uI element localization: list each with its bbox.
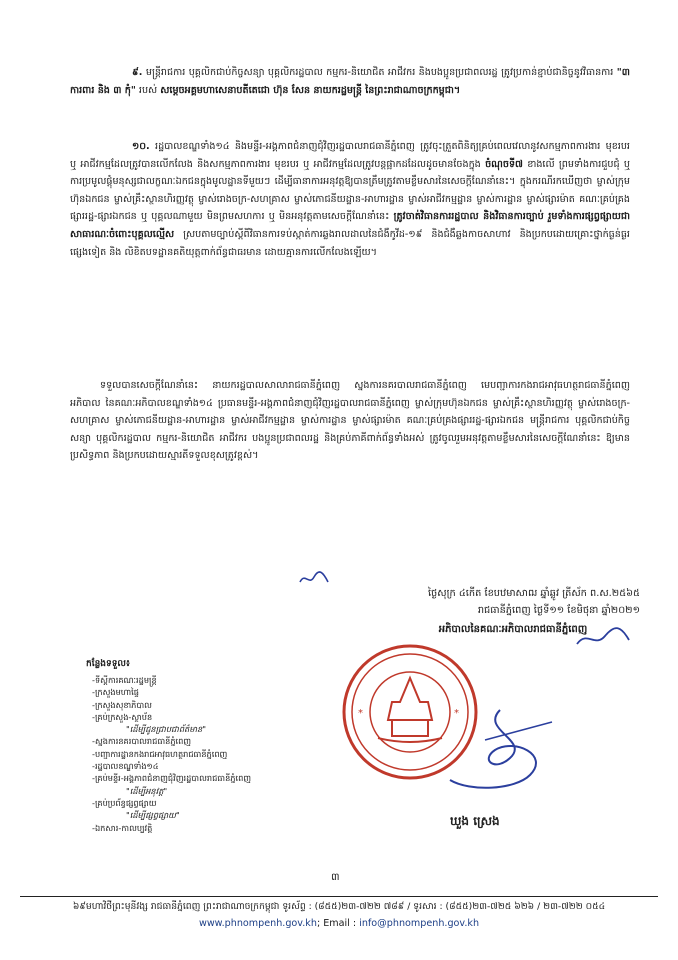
bold-phrase: សម្តេចអគ្គមហាសេនាបតីតេជោ ហ៊ុន សែន នាយករដ្ឋមន្ត្រី នៃព្រះរាជាណាចក្រកម្ពុជា។ bbox=[160, 84, 461, 96]
recipient-note: "ដើម្បីផ្សព្វផ្សាយ" bbox=[126, 810, 180, 821]
footer-address: ៦៩មហាវិថីព្រះមុនីវង្ស រាជធានីភ្នំពេញ ព្រះរាជាណាចក្រកម្ពុជា ទូរស័ព្ទ : (៨៥៥)២៣-៧២២ ៧៨៩ / ទូរសារ : (៨៥៥)២៣-៧២៥ ៦២៦ / ២៣-៧២២ ០៥៤ bbox=[72, 901, 606, 912]
footer-divider bbox=[20, 896, 658, 897]
footer-contact bbox=[20, 918, 658, 929]
bold-phrase: ចំណុចទី៧ bbox=[485, 158, 523, 170]
website-link[interactable]: www.phnompenh.gov.kh bbox=[198, 918, 317, 929]
signer-name: ឃួង ស្រេង bbox=[450, 814, 500, 828]
closing-paragraph: ទទួលបានសេចក្តីណែនាំនេះ នាយករដ្ឋបាលសាលារាជធានីភ្នំពេញ ស្នងការនគរបាលរាជធានីភ្នំពេញ មេបញ្ជាការកងរាជអាវុធហត្ថរាជធានីភ្នំពេញ អភិបាល នៃគណៈអភិបាលខណ្ឌទាំង១៤ ប្រធានមន្ទីរ-អង្គភាពជំនាញជុំវិញរដ្ឋបាលរាជធានីភ្នំពេញ ម្ចាស់ក្រុមហ៊ុនឯកជន ម្ចាស់គ្រឹះស្ថានហិរញ្ញវត្ថុ ម្ចាស់រោងចក្រ-សហគ្រាស ម្ចាស់ភោជនីយដ្ឋាន-អាហារដ្ឋាន ម្ចាស់អាជីវកម្មដ្ឋាន ម្ចាស់ការដ្ឋាន ម្ចាស់ផ្សារម៉ាត គណៈគ្រប់គ្រងផ្សាររដ្ឋ-ផ្សារឯកជន មន្ត្រីរាជការ បុគ្គលិកជាប់កិច្ចសន្យា បុគ្គលិករដ្ឋបាល កម្មករ-និយោជិត អាជីវករ បងប្អូនប្រជាពលរដ្ឋ និងគ្រប់ភាគីពាក់ព័ន្ធទាំងអស់ ត្រូវចូលរួមអនុវត្តតាមខ្លឹមសារនៃសេចក្តីណែនាំនេះ ឱ្យមានប្រសិទ្ធភាព និងប្រកបដោយស្មារតីទទួលខុសត្រូវខ្ពស់។ bbox=[70, 380, 630, 462]
page-number: ៣ bbox=[331, 872, 340, 883]
recipient-note: "ដើម្បីជូនជ្រាបជាព័ត៌មាន" bbox=[126, 724, 206, 735]
recipient-item: -ឯកសារ-កាលប្បវត្តិ bbox=[92, 822, 153, 833]
recipient-item: -ក្រសួងសុខាភិបាល bbox=[92, 699, 152, 710]
bold-phrase: ត្រូវចាត់វិធានការរដ្ឋបាល និងវិធានការច្បាប់ រួមទាំងការផ្សព្វផ្សាយជាសាធារណៈចំពោះបុគ្គលល្មើស bbox=[70, 211, 630, 240]
email-label: ; Email : bbox=[316, 918, 357, 929]
recipient-note: "ដើម្បីអនុវត្ត" bbox=[126, 785, 168, 796]
initial-signature bbox=[573, 622, 633, 652]
paragraph-text: របស់ bbox=[138, 84, 158, 96]
lunar-date: ថ្ងៃសុក្រ ៤កើត ខែបឋមាសាឍ ឆ្នាំឆ្លូវ ត្រីស័ក ព.ស.២៥៦៥ bbox=[427, 588, 640, 599]
recipients-title: កន្លែងទទួល៖ bbox=[86, 659, 130, 669]
paragraph-number: ៩. bbox=[132, 67, 143, 78]
solar-date: រាជធានីភ្នំពេញ ថ្ងៃទី១១ ខែមិថុនា ឆ្នាំ២០២១ bbox=[477, 605, 640, 616]
recipient-item: -ទីស្តីការគណៈរដ្ឋមន្ត្រី bbox=[92, 675, 157, 685]
recipient-item: -បញ្ជាការដ្ឋានកងរាជអាវុធហត្ថរាជធានីភ្នំពេញ bbox=[92, 748, 228, 759]
recipient-item: -គ្រប់ប្រព័ន្ធផ្សព្វផ្សាយ bbox=[92, 797, 157, 808]
paragraph-text: ខាងលើ ព្រមទាំងការជួបជុំ ឬ ការប្រមូលផ្តុំមនុស្សជាលក្ខណៈឯកជនក្នុងមូលដ្ឋានទីមួយៗ ដើម្បីធានាការអនុវត្តឱ្យបានត្រឹមត្រូវតាមខ្លឹមសារនៃសេចក្តីណែនាំនេះ។ ក្នុងករណីរកឃើញថា ម្ចាស់ក្រុមហ៊ុនឯកជន ម្ចាស់គ្រឹះស្ថានហិរញ្ញវត្ថុ ម្ចាស់រោងចក្រ-សហគ្រាស ម្ចាស់ភោជនីយដ្ឋាន-អាហារដ្ឋាន ម្ចាស់អាជីវកម្មដ្ឋាន ម្ចាស់ការដ្ឋាន ម្ចាស់ផ្សារម៉ាត គណៈគ្រប់គ្រងផ្សាររដ្ឋ-ផ្សារឯកជន ឬ បុគ្គលណាមួយ មិនព្រមសហការ ឬ មិនអនុវត្តតាមសេចក្តីណែនាំនេះ bbox=[70, 158, 630, 223]
paragraph-number: ១០. bbox=[132, 141, 150, 152]
paragraph-text: មន្ត្រីរាជការ បុគ្គលិកជាប់កិច្ចសន្យា បុគ្គលិករដ្ឋបាល កម្មករ-និយោជិត អាជីវករ និងបងប្អូនប្រជាពលរដ្ឋ ត្រូវប្រកាន់ខ្ជាប់ជានិច្ចនូវវិធានការ bbox=[145, 67, 614, 78]
recipient-item: -គ្រប់មន្ទីរ-អង្គភាពជំនាញជុំវិញរដ្ឋបាលរាជធានីភ្នំពេញ bbox=[92, 773, 252, 784]
paragraph-10 bbox=[70, 138, 630, 261]
recipient-item: -ស្នងការនគរបាលរាជធានីភ្នំពេញ bbox=[92, 736, 192, 747]
recipient-item: -គ្រប់ក្រសួង-ស្ថាប័ន bbox=[92, 711, 153, 722]
office-title: អភិបាលនៃគណៈអភិបាលរាជធានីភ្នំពេញ bbox=[438, 624, 588, 635]
email-link[interactable]: info@phnompenh.gov.kh bbox=[359, 918, 480, 929]
signature bbox=[440, 700, 570, 800]
recipients-list bbox=[92, 674, 332, 834]
svg-text:*: * bbox=[358, 708, 363, 719]
recipient-item: -រដ្ឋបាលខណ្ឌទាំង១៤ bbox=[92, 761, 159, 772]
recipient-item: -ក្រសួងមហាផ្ទៃ bbox=[92, 687, 139, 698]
bold-phrase: "៣ ការពារ និង ៣ កុំ" bbox=[70, 67, 630, 96]
paragraph-9 bbox=[70, 64, 630, 99]
paragraph-text: ស្របតាមច្បាប់ស្តីពីវិធានការទប់ស្កាត់ការឆ្លងរាលដាលនៃជំងឺកូវីដ-១៩ និងជំងឺឆ្លងកាចសាហាវ និងប្រកបដោយគ្រោះថ្នាក់ធ្ងន់ធ្ងរផ្សេងទៀត និង លិខិតបទដ្ឋានគតិយុត្តពាក់ព័ន្ធជាធរមាន ដោយគ្មានការលើកលែងឡើយ។ bbox=[70, 228, 630, 258]
svg-text:*: * bbox=[454, 708, 459, 719]
paragraph-text: រដ្ឋបាលខណ្ឌទាំង១៤ និងមន្ទីរ-អង្គភាពជំនាញជុំវិញរដ្ឋបាលរាជធានីភ្នំពេញ ត្រូវចុះត្រួតពិនិត្យគ្រប់ពេលវេលានូវសកម្មភាពការងារ មុខរបរ ឬ អាជីវកម្មដែលត្រូវបានលើកលែង និងសកម្មភាពការងារ មុខរបរ ឬ អាជីវកម្មដែលត្រូវបន្តផ្អាកដដែលដូចមានចែងក្នុង bbox=[70, 141, 630, 170]
